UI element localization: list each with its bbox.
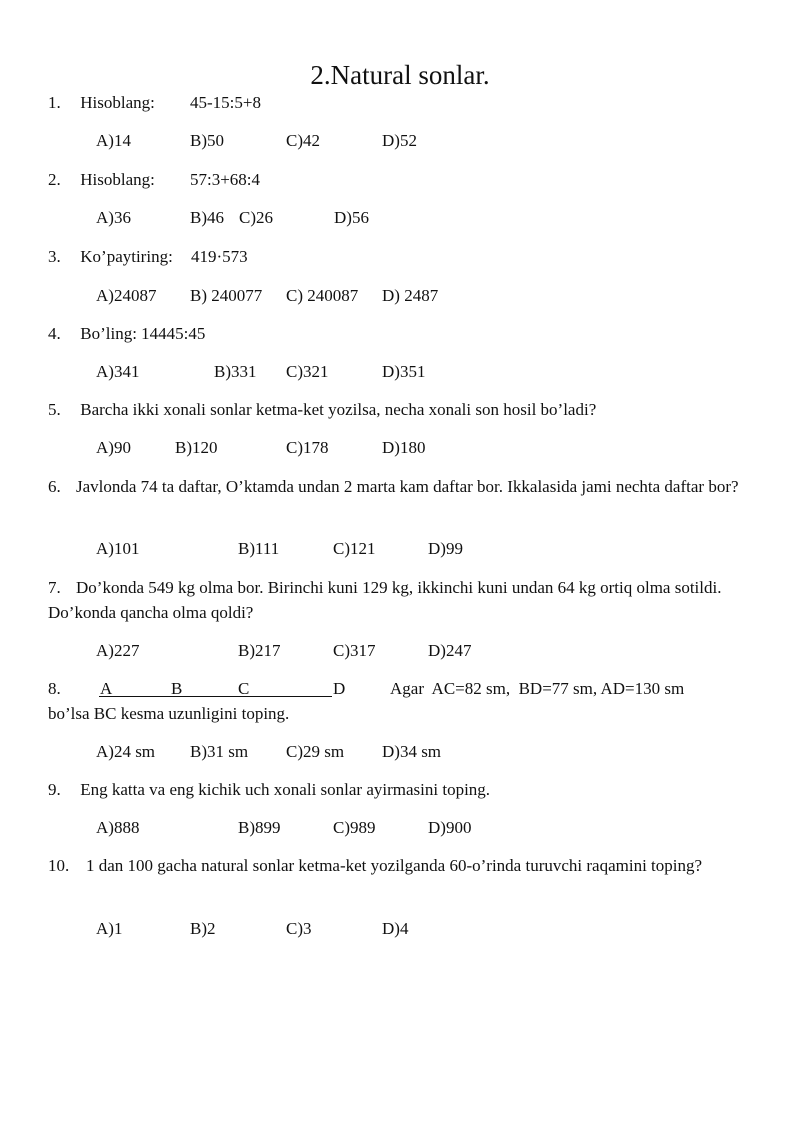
- question-expression: 45-15:5+8: [190, 93, 261, 112]
- question-number: 6.: [48, 477, 61, 496]
- option-b: B)331: [214, 362, 257, 381]
- option-d: D)4: [382, 919, 409, 938]
- segment-line: [99, 696, 332, 697]
- question-text: 1 dan 100 gacha natural sonlar ketma-ket yozilganda 60-o’rinda turuvchi raqamini toping?: [86, 856, 703, 875]
- option-c: C)321: [286, 362, 329, 381]
- question-5: [48, 399, 596, 421]
- point-b: B: [171, 679, 183, 698]
- option-d: D)56: [334, 208, 369, 227]
- question-number: 2.: [48, 170, 61, 189]
- option-c: C)42: [286, 131, 320, 150]
- question-label: Hisoblang:: [80, 93, 155, 112]
- question-text: Javlonda 74 ta daftar, O’ktamda undan 2 marta kam daftar bor. Ikkalasida jami nechta daftar bor?: [76, 477, 739, 496]
- option-d: D)34 sm: [382, 742, 442, 761]
- option-c: C)121: [333, 539, 376, 558]
- question-number: 4.: [48, 324, 61, 343]
- option-c: C)178: [286, 438, 329, 457]
- option-c: C)29 sm: [286, 742, 345, 761]
- question-10: [48, 853, 748, 878]
- option-d: D)180: [382, 438, 426, 457]
- point-c: C: [238, 679, 250, 698]
- question-expression: 419·573: [191, 247, 248, 266]
- option-a: A)36: [96, 208, 131, 227]
- option-a: A)24087: [96, 286, 157, 305]
- page-title: 2.Natural sonlar.: [310, 60, 490, 90]
- option-b: B)2: [190, 919, 216, 938]
- question-7: [48, 575, 748, 625]
- question-1: [48, 92, 261, 114]
- question-label: Hisoblang:: [80, 170, 155, 189]
- question-9: [48, 779, 490, 801]
- option-c: C)317: [333, 641, 376, 660]
- question-text: Do’konda 549 kg olma bor. Birinchi kuni 129 kg, ikkinchi kuni undan 64 kg ortiq olma sotildi. Do’konda qancha olma qoldi?: [48, 578, 722, 622]
- option-a: A)24 sm: [96, 742, 156, 761]
- option-d: D)351: [382, 362, 426, 381]
- option-d: D)900: [428, 818, 472, 837]
- option-d: D)99: [428, 539, 463, 558]
- option-d: D)247: [428, 641, 472, 660]
- question-text: Barcha ikki xonali sonlar ketma-ket yozilsa, necha xonali son hosil bo’ladi?: [80, 400, 597, 419]
- option-d: D)52: [382, 131, 417, 150]
- question-6: [48, 474, 748, 499]
- question-number: 5.: [48, 400, 61, 419]
- question-number: 9.: [48, 780, 61, 799]
- point-d: D: [333, 679, 346, 698]
- question-number: 8.: [48, 679, 61, 698]
- question-2: [48, 169, 261, 191]
- question-text: Bo’ling: 14445:45: [80, 324, 206, 343]
- option-a: A)1: [96, 919, 123, 938]
- question-number: 7.: [48, 578, 61, 597]
- option-c: C) 240087: [286, 286, 359, 305]
- option-b: B) 240077: [190, 286, 263, 305]
- option-a: A)14: [96, 131, 131, 150]
- option-b: B)50: [190, 131, 224, 150]
- question-number: 1.: [48, 93, 61, 112]
- question-4: [48, 323, 205, 345]
- question-condition: Agar AC=82 sm, BD=77 sm, AD=130 sm: [390, 679, 685, 698]
- option-c: C)989: [333, 818, 376, 837]
- option-a: A)341: [96, 362, 140, 381]
- option-a: A)888: [96, 818, 140, 837]
- question-number: 3.: [48, 247, 61, 266]
- question-3: [48, 246, 248, 268]
- question-label: Ko’paytiring:: [80, 247, 173, 266]
- question-expression: 57:3+68:4: [190, 170, 261, 189]
- option-b: B)120: [175, 438, 218, 457]
- option-b: B)31 sm: [190, 742, 249, 761]
- option-a: A)227: [96, 641, 140, 660]
- option-b: B)46: [190, 208, 224, 227]
- option-c: C)26: [239, 208, 273, 227]
- option-b: B)899: [238, 818, 281, 837]
- option-b: B)217: [238, 641, 281, 660]
- question-text: Eng katta va eng kichik uch xonali sonlar ayirmasini toping.: [80, 780, 491, 799]
- option-a: A)101: [96, 539, 140, 558]
- option-d: D) 2487: [382, 286, 439, 305]
- option-c: C)3: [286, 919, 312, 938]
- option-a: A)90: [96, 438, 131, 457]
- question-text: bo’lsa BC kesma uzunligini toping.: [48, 704, 290, 723]
- point-a: A: [100, 679, 113, 698]
- question-number: 10.: [48, 856, 70, 875]
- option-b: B)111: [238, 539, 280, 558]
